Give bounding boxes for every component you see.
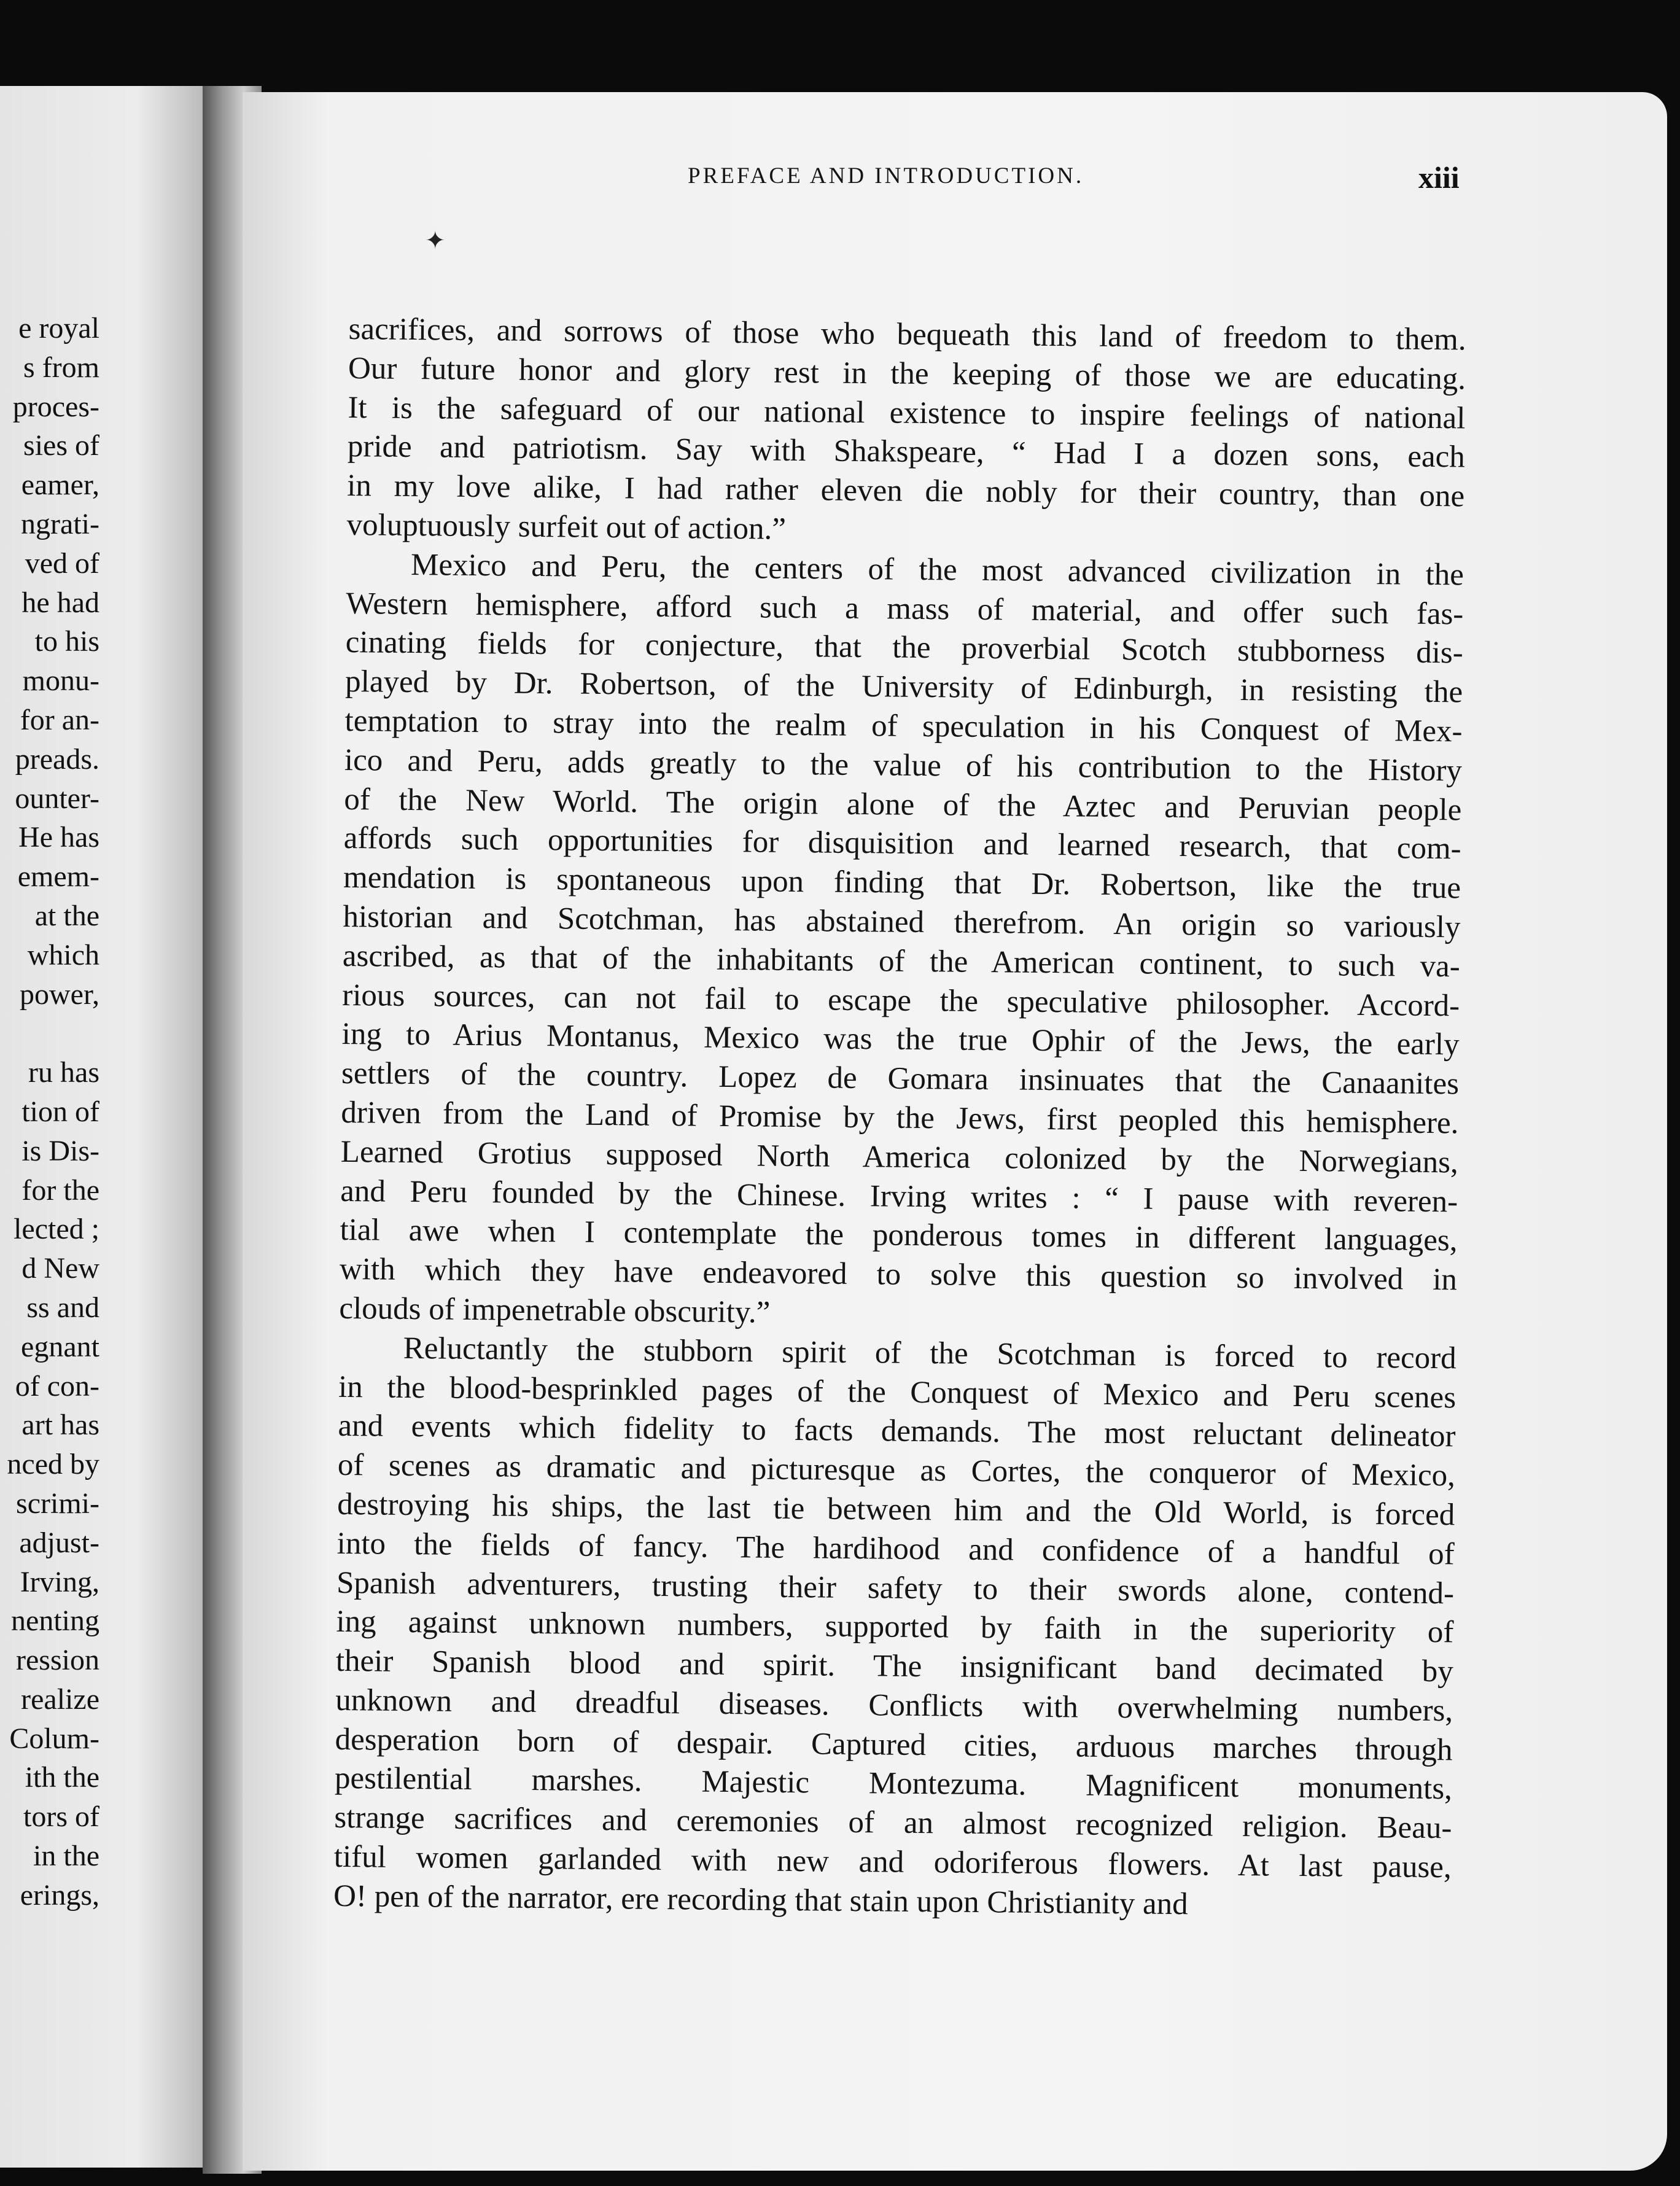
text-line: Reluctantly the stubborn spirit of the Scotchman is forced to record: [403, 1331, 1456, 1376]
text-line: ico and Peru, adds greatly to the value of his contribution to the History: [344, 742, 1463, 788]
text-line: ascribed, as that of the inhabitants of the American continent, to such va-: [342, 938, 1461, 984]
text-line: into the fields of fancy. The hardihood and confidence of a handful of: [336, 1526, 1455, 1572]
text-line: Learned Grotius supposed North America colonized by the Norwegians,: [340, 1134, 1459, 1180]
left-page-line: at the: [34, 899, 99, 932]
text-line: their Spanish blood and spirit. The insignificant band decimated by: [335, 1643, 1454, 1689]
left-page-line: nced by: [7, 1448, 99, 1481]
text-line: Mexico and Peru, the centers of the most advanced civilization in the: [410, 547, 1464, 593]
left-page-line: in the: [33, 1840, 99, 1873]
text-line: sacrifices, and sorrows of those who bequeath this land of freedom to them.: [348, 311, 1466, 357]
text-line: It is the safeguard of our national existence to inspire feelings of national: [348, 390, 1466, 436]
left-page-line: s from: [23, 351, 99, 384]
left-page-line: eamer,: [21, 469, 99, 502]
left-page-line: preads.: [15, 742, 99, 776]
left-page-line: ved of: [25, 546, 99, 580]
paragraph: [333, 1329, 1456, 1927]
left-page-line: which: [27, 938, 99, 971]
text-line: of scenes as dramatic and picturesque as Cortes, the conqueror of Mexico,: [337, 1448, 1456, 1493]
text-line: tiful women garlanded with new and odoriferous flowers. At last pause,: [333, 1839, 1452, 1885]
left-page-line: Colum-: [9, 1722, 99, 1755]
left-page-line: ith the: [25, 1761, 99, 1794]
text-line: destroying his ships, the last tie between him and the Old World, is forced: [337, 1487, 1455, 1533]
paragraph: [346, 310, 1466, 556]
left-page-line: to his: [34, 625, 99, 658]
paragraph: [339, 545, 1464, 1339]
left-page-line: adjust-: [19, 1526, 99, 1559]
left-page-line: realize: [21, 1682, 99, 1716]
left-page-line: art has: [21, 1409, 99, 1442]
margin-mark: ✦: [425, 227, 446, 254]
text-line: of the New World. The origin alone of the Aztec and Peruvian people: [344, 782, 1462, 827]
left-page-line: ounter-: [15, 782, 99, 815]
text-line: with which they have endeavored to solve this question so involved in: [339, 1252, 1458, 1297]
text-line: unknown and dreadful diseases. Conflicts with overwhelming numbers,: [335, 1682, 1453, 1729]
left-page-line: tors of: [23, 1800, 99, 1834]
text-line: and events which fidelity to facts demands. The most reluctant delineator: [338, 1409, 1456, 1454]
text-line: in the blood-besprinkled pages of the Conquest of Mexico and Peru scenes: [338, 1369, 1456, 1415]
text-line: in my love alike, I had rather eleven die nobly for their country, than one: [346, 469, 1465, 514]
page-number: xiii: [1418, 160, 1460, 195]
text-line: played by Dr. Robertson, of the University of Edinburgh, in resisting the: [344, 664, 1463, 710]
text-line: settlers of the country. Lopez de Gomara insinuates that the Canaanites: [341, 1056, 1460, 1102]
text-line: driven from the Land of Promise by the Jews, first peopled this hemisphere.: [341, 1095, 1459, 1141]
left-page-line: egnant: [21, 1330, 99, 1363]
text-line: mendation is spontaneous upon finding that Dr. Robertson, like the true: [343, 860, 1461, 906]
text-line: O! pen of the narrator, ere recording that stain upon Christianity and: [333, 1878, 1188, 1922]
left-page-line: [7, 1014, 99, 1053]
left-page-line: for an-: [20, 703, 99, 736]
text-line: clouds of impenetrable obscurity.”: [339, 1291, 771, 1330]
running-header: PREFACE AND INTRODUCTION.: [688, 163, 1084, 189]
left-page-line: is Dis-: [21, 1134, 99, 1167]
left-page-line: scrimi-: [16, 1487, 99, 1520]
text-line: ing against unknown numbers, supported by faith in the superiority of: [336, 1604, 1454, 1650]
left-page-line: ngrati-: [21, 507, 99, 540]
text-line: desperation born of despair. Captured cities, arduous marches through: [335, 1722, 1453, 1768]
text-line: pestilential marshes. Majestic Montezuma. Magnificent monuments,: [334, 1761, 1453, 1807]
text-line: pride and patriotism. Say with Shakspeare, “ Had I a dozen sons, each: [347, 429, 1466, 475]
left-page-line: ru has: [28, 1056, 99, 1089]
text-line: affords such opportunities for disquisition and learned research, that com-: [343, 821, 1461, 866]
text-line: Spanish adventurers, trusting their safety to their swords alone, contend-: [336, 1565, 1455, 1611]
page-body-text: [333, 310, 1466, 1927]
text-line: cinating fields for conjecture, that the proverbial Scotch stubborness dis-: [345, 625, 1463, 671]
left-page-line: emem-: [17, 860, 99, 893]
left-page-line: he had: [21, 586, 99, 619]
left-page-line: lected ;: [14, 1213, 99, 1246]
previous-page-fragment: [0, 86, 228, 2168]
left-page-line: He has: [18, 821, 99, 854]
left-page-line: erings,: [20, 1878, 99, 1912]
left-page-line: of con-: [15, 1369, 99, 1402]
left-page-line: Irving,: [20, 1565, 99, 1598]
left-page-line: for the: [21, 1173, 99, 1207]
left-page-line: e royal: [18, 312, 99, 344]
text-line: Western hemisphere, afford such a mass of material, and offer such fas-: [346, 586, 1464, 632]
left-page-line: d New: [21, 1252, 99, 1285]
previous-page-text: [7, 309, 99, 1915]
text-line: tial awe when I contemplate the ponderous tomes in different languages,: [340, 1213, 1458, 1258]
text-line: temptation to stray into the realm of speculation in his Conquest of Mex-: [344, 703, 1463, 749]
text-line: rious sources, can not fail to escape the speculative philosopher. Accord-: [342, 978, 1460, 1023]
left-page-line: monu-: [22, 664, 99, 698]
left-page-line: sies of: [23, 429, 99, 462]
text-line: ing to Arius Montanus, Mexico was the true Ophir of the Jews, the early: [341, 1017, 1460, 1062]
text-line: historian and Scotchman, has abstained therefrom. An origin so variously: [343, 899, 1461, 945]
left-page-line: ression: [16, 1644, 99, 1677]
text-line: and Peru founded by the Chinese. Irving writes : “ I pause with reveren-: [340, 1173, 1458, 1219]
text-line: Our future honor and glory rest in the keeping of those we are educating.: [348, 351, 1466, 397]
left-page-line: power,: [19, 978, 99, 1011]
left-page-line: ss and: [26, 1291, 99, 1324]
text-line: voluptuously surfeit out of action.”: [346, 507, 787, 546]
left-page-line: nenting: [11, 1604, 99, 1638]
left-page-line: proces-: [12, 390, 99, 423]
left-page-line: tion of: [21, 1095, 99, 1128]
text-line: strange sacrifices and ceremonies of an almost recognized religion. Beau-: [334, 1800, 1452, 1846]
